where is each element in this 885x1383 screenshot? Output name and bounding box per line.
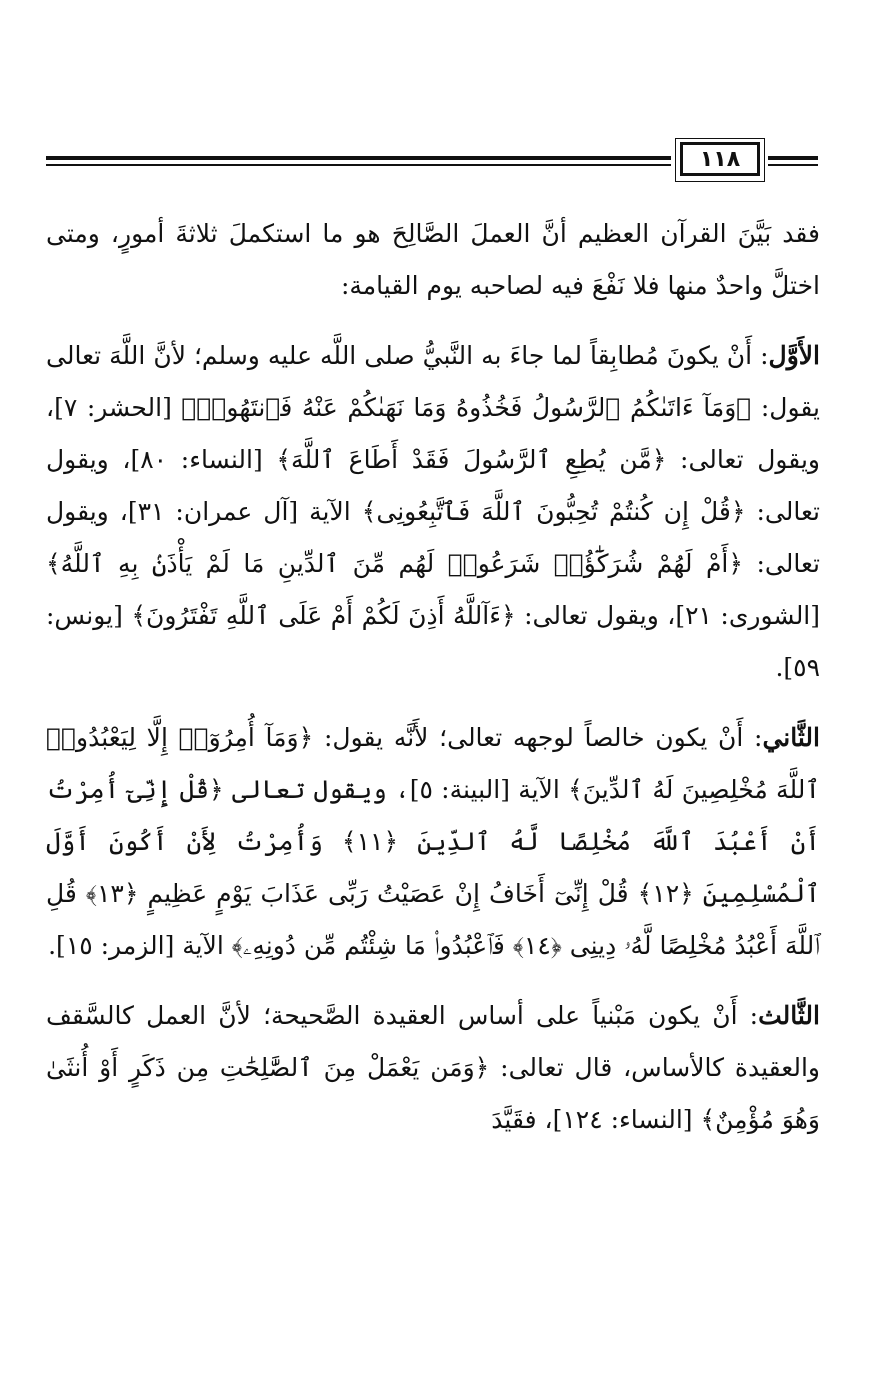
header-rule-left: [46, 156, 671, 168]
paragraph-heading: الثَّالث: [758, 1001, 820, 1030]
paragraph-text: فقد بَيَّنَ القرآن العظيم أنَّ العملَ الصَّالِحَ هو ما استكملَ ثلاثةَ أمورٍ، ومتى اختلَّ واحدٌ منها فلا نَفْعَ فيه لصاحبه يوم القيامة:: [46, 219, 820, 300]
page-header: [46, 142, 818, 178]
paragraph-text: : أَنْ يكون خالصاً لوجهه تعالى؛ لأَنَّه يقول: ﴿وَمَآ أُمِرُوٓا۟ إِلَّا لِيَعْبُدُوا۟ ٱللَّهَ مُخْلِصِينَ لَهُ ٱلدِّينَ﴾ الآية [البينة: ٥]، ويقول تعالى ﴿قُلْ إِنِّىٓ أُمِرْتُ أَنْ أَعْبُدَ ٱللَّهَ مُخْلِصًا لَّهُ ٱلدِّينَ ﴿١١﴾ وَأُمِرْتُ لِأَنْ أَكُونَ أَوَّلَ ٱلْمُسْلِمِينَ ﴿١٢﴾ قُلْ إِنِّىٓ أَخَافُ إِنْ عَصَيْتُ رَبِّى عَذَابَ يَوْمٍ عَظِيمٍ ﴿١٣﴾ قُلِ ٱللَّهَ أَعْبُدُ مُخْلِصًا لَّهُۥ دِينِى ﴿١٤﴾ فَٱعْبُدُوا۟ مَا شِئْتُم مِّن دُونِهِۦ﴾ الآية [الزمر: ١٥].: [46, 723, 820, 960]
page-number: ١١٨: [680, 142, 760, 176]
paragraph-second-condition: [46, 712, 820, 972]
paragraph-text: : أَنْ يكونَ مُطابِقاً لما جاءَ به النَّبيُّ صلى اللَّه عليه وسلم؛ لأنَّ اللَّهَ تعالى يقول: ﴿وَمَآ ءَاتَىٰكُمُ ٱلرَّسُولُ فَخُذُوهُ وَمَا نَهَىٰكُمْ عَنْهُ فَٱنتَهُوا۟﴾ [الحشر: ٧]، ويقول تعالى: ﴿مَّن يُطِعِ ٱلرَّسُولَ فَقَدْ أَطَاعَ ٱللَّهَ﴾ [النساء: ٨٠]، ويقول تعالى: ﴿قُلْ إِن كُنتُمْ تُحِبُّونَ ٱللَّهَ فَٱتَّبِعُونِى﴾ الآية [آل عمران: ٣١]، ويقول تعالى: ﴿أَمْ لَهُمْ شُرَكَٰٓؤُا۟ شَرَعُوا۟ لَهُم مِّنَ ٱلدِّينِ مَا لَمْ يَأْذَنۢ بِهِ ٱللَّهُ﴾ [الشورى: ٢١]، ويقول تعالى: ﴿ءَآللَّهُ أَذِنَ لَكُمْ أَمْ عَلَى ٱللَّهِ تَفْتَرُونَ﴾ [يونس: ٥٩].: [46, 341, 821, 682]
paragraph-intro: [46, 208, 820, 312]
paragraph-first-condition: [46, 330, 820, 694]
page-body: [46, 208, 820, 1146]
paragraph-heading: الثَّاني: [762, 723, 820, 752]
paragraph-third-condition: [46, 990, 820, 1146]
paragraph-text: : أَنْ يكون مَبْنياً على أساس العقيدة الصَّحيحة؛ لأنَّ العمل كالسَّقف والعقيدة كالأساس، قال تعالى: ﴿وَمَن يَعْمَلْ مِنَ ٱلصَّٰلِحَٰتِ مِن ذَكَرٍ أَوْ أُنثَىٰ وَهُوَ مُؤْمِنٌ﴾ [النساء: ١٢٤]، فقَيَّدَ: [46, 1001, 820, 1134]
paragraph-heading: الأَوَّل: [768, 341, 820, 370]
header-rule-right: [768, 156, 818, 168]
